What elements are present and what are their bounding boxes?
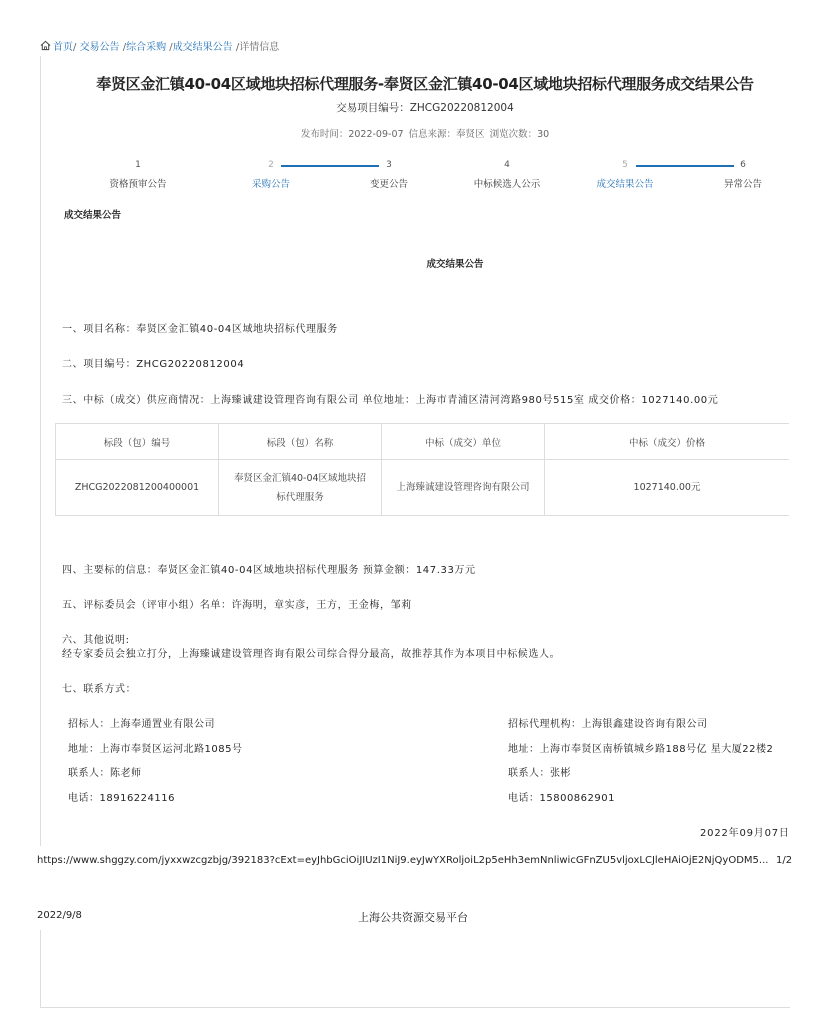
agency-org: 招标代理机构：上海银鑫建设咨询有限公司	[508, 719, 708, 730]
step-candidate[interactable]	[457, 160, 557, 190]
print-header-site: 上海公共资源交易平台	[358, 911, 468, 924]
breadcrumb-current: 详情信息	[239, 42, 280, 53]
step-label: 中标候选人公示	[473, 179, 541, 190]
table-cell-code: ZHCG2022081200400001	[56, 460, 219, 516]
step-number: 5	[622, 160, 628, 170]
sign-date: 2022年09月07日	[700, 828, 790, 839]
breadcrumb-sep: /	[119, 42, 127, 53]
content-frame-border	[40, 56, 41, 846]
breadcrumb-trade-notice-link[interactable]: 交易公告	[79, 42, 120, 53]
table-cell-name-line: 奉贤区金汇镇40-04区域地块招	[233, 472, 367, 484]
step-abnormal[interactable]	[693, 160, 793, 190]
breadcrumb-sep: /	[73, 42, 80, 53]
step-change[interactable]	[339, 160, 439, 190]
tenderer-contact: 联系人：陈老师	[68, 768, 142, 779]
step-label: 采购公告	[251, 179, 290, 190]
home-icon[interactable]	[40, 40, 51, 51]
breadcrumb-sep: /	[166, 42, 173, 53]
breadcrumb-home-link[interactable]: 首页	[53, 42, 73, 53]
table-header: 中标（成交）价格	[545, 424, 790, 460]
award-table	[55, 423, 789, 516]
content-frame-border	[40, 1007, 790, 1008]
section-title: 成交结果公告	[64, 210, 122, 221]
step-result[interactable]	[575, 160, 675, 190]
step-label: 异常公告	[723, 179, 762, 190]
table-header: 标段（包）名称	[219, 424, 382, 460]
agency-address: 地址：上海市奉贤区南桥镇城乡路188号亿 星大厦22楼2	[508, 744, 774, 755]
table-header: 标段（包）编号	[56, 424, 219, 460]
tenderer-address: 地址：上海市奉贤区运河北路1085号	[68, 744, 243, 755]
body-title: 成交结果公告	[426, 259, 484, 270]
breadcrumb-procurement-link[interactable]: 综合采购	[126, 42, 167, 53]
step-number: 3	[386, 160, 392, 170]
contact-heading: 七、联系方式：	[62, 684, 137, 695]
table-cell-name	[219, 460, 382, 516]
breadcrumb	[40, 38, 279, 53]
table-header-row	[56, 424, 790, 460]
content-frame-border	[40, 930, 41, 1008]
breadcrumb-result-link[interactable]: 成交结果公告	[172, 42, 233, 53]
project-name: 一、项目名称：奉贤区金汇镇40-04区域地块招标代理服务	[62, 324, 338, 335]
step-prequal[interactable]	[88, 160, 188, 190]
step-number: 1	[135, 160, 141, 170]
publish-meta: 发布时间：2022-09-07 信息来源：奉贤区 浏览次数：30	[300, 129, 550, 140]
table-cell-unit: 上海臻诚建设管理咨询有限公司	[382, 460, 545, 516]
other-notes-text: 经专家委员会独立打分，上海臻诚建设管理咨询有限公司综合得分最高，故推荐其作为本项目中标候选人。	[62, 649, 561, 660]
table-cell-name-line: 标代理服务	[276, 491, 324, 503]
project-number-line: 二、项目编号：ZHCG20220812004	[62, 359, 245, 370]
step-number: 4	[504, 160, 510, 170]
step-label: 变更公告	[369, 179, 408, 190]
step-label: 成交结果公告	[596, 179, 654, 190]
tenderer-phone: 电话：18916224116	[68, 793, 175, 804]
page-title: 奉贤区金汇镇40-04区域地块招标代理服务-奉贤区金汇镇40-04区域地块招标代理服务成交结果公告	[96, 75, 754, 93]
tenderer-org: 招标人：上海奉通置业有限公司	[68, 719, 215, 730]
agency-contact: 联系人：张彬	[508, 768, 571, 779]
agency-phone: 电话：15800862901	[508, 793, 615, 804]
step-procurement[interactable]	[221, 160, 321, 190]
print-page-number: 1/2	[776, 855, 793, 866]
table-cell-price: 1027140.00元	[545, 460, 790, 516]
table-header: 中标（成交）单位	[382, 424, 545, 460]
main-subject-info: 四、主要标的信息：奉贤区金汇镇40-04区域地块招标代理服务 预算金额：147.33万元	[62, 565, 476, 576]
step-label: 资格预审公告	[109, 179, 167, 190]
committee-list: 五、评标委员会（评审小组）名单：许海明，章实彦，王方，王金梅，邹莉	[62, 600, 412, 611]
breadcrumb-sep: /	[232, 42, 240, 53]
project-number: 交易项目编号：ZHCG20220812004	[336, 102, 514, 114]
print-footer-url: https://www.shggzy.com/jyxxwzcgzbjg/392183?cExt=eyJhbGciOiJIUzI1NiJ9.eyJwYXRoljoiL2p5eHh3emNnliwicGFnZU5vljoxLCJleHAiOjE2NjQyODM5...	[37, 855, 769, 866]
other-notes-heading: 六、其他说明:	[62, 635, 130, 646]
step-number: 2	[268, 160, 274, 170]
table-row	[56, 460, 790, 516]
supplier-info: 三、中标（成交）供应商情况：上海臻诚建设管理咨询有限公司 单位地址：上海市青浦区清河湾路980号515室 成交价格：1027140.00元	[62, 395, 719, 406]
print-header-date: 2022/9/8	[37, 910, 82, 921]
step-number: 6	[740, 160, 746, 170]
